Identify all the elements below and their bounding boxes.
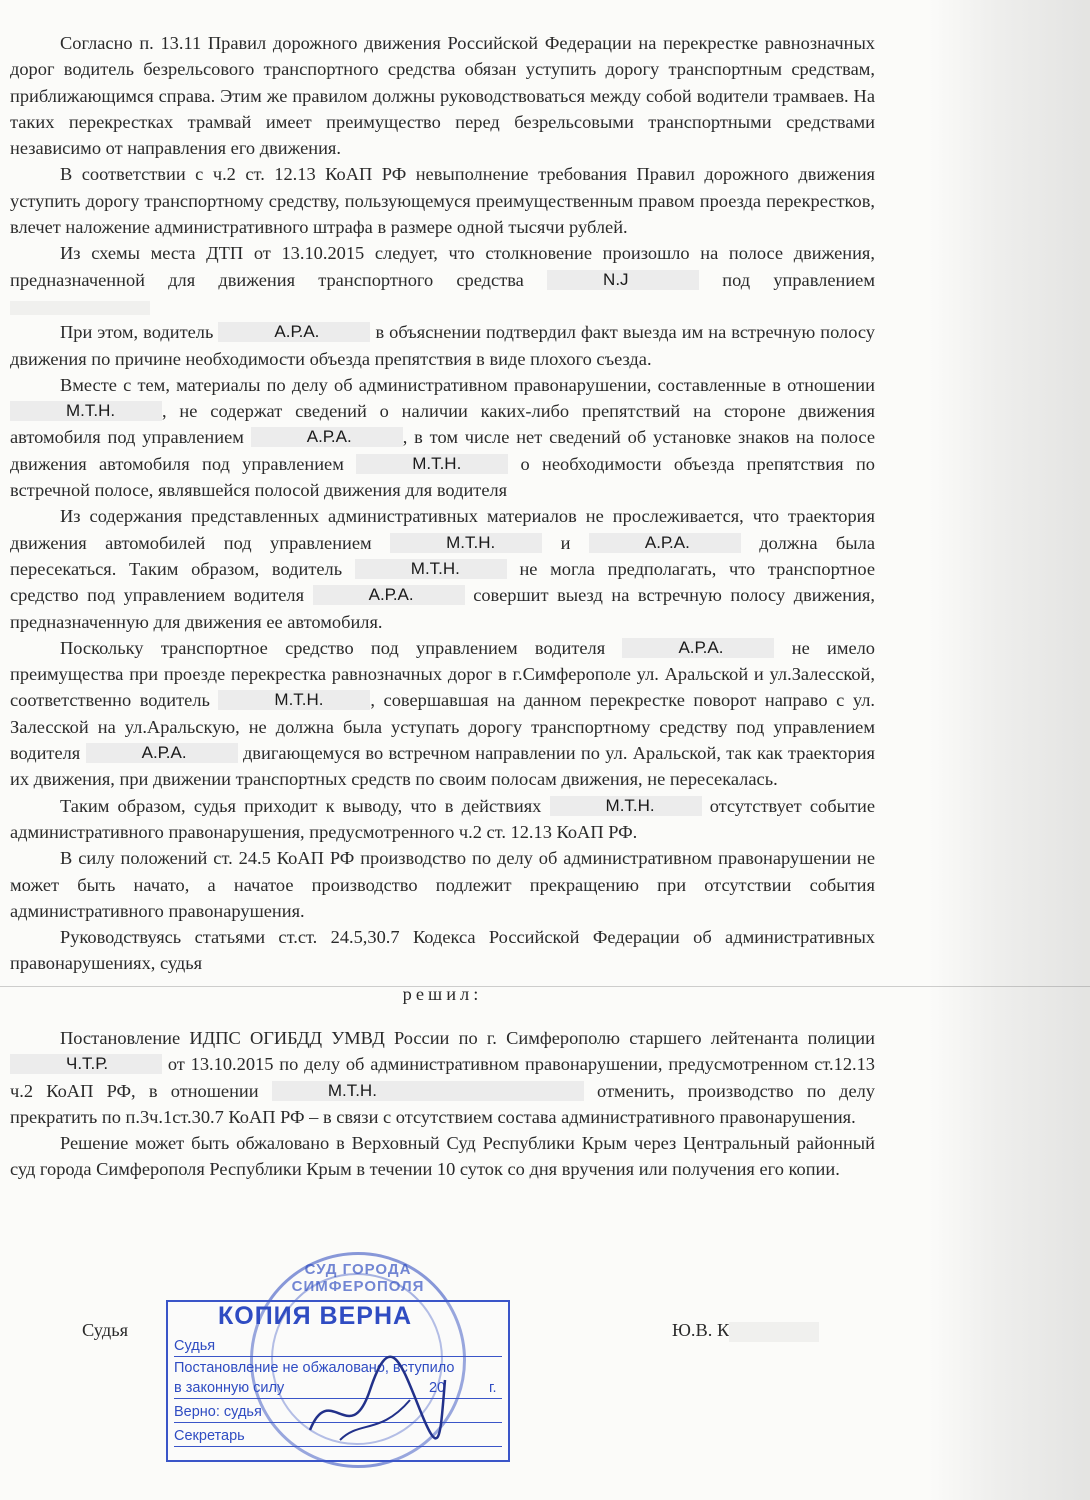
stamp-line-secretary: Секретарь — [174, 1426, 502, 1447]
document-body — [10, 30, 875, 1183]
signature-row — [0, 1320, 1090, 1350]
handwritten-signature — [300, 1340, 450, 1460]
stamp-line-verified: Верно: судья — [174, 1402, 502, 1423]
stamp-line-judge: Судья — [174, 1336, 502, 1357]
paragraph-5: Вместе с тем, материалы по делу об административном правонарушении, составленные в отношении М.Т.Н. , не содержат сведений о наличии каких-либо препятствий на стороне движения автомобиля под управлением А.Р.А. , в том числе нет сведений об установке знаков на полосе движения автомобиля под управлением М.Т.Н. о необходимости объезда препятствия по встречной полосе, являвшейся полосой движения для водителя — [10, 374, 875, 501]
redacted-name: М.Т.Н. — [272, 1081, 584, 1101]
paragraph-10: Руководствуясь статьями ст.ст. 24.5,30.7 Кодекса Российской Федерации об административных правонарушениях, судья — [10, 927, 875, 974]
redacted-name: N.J — [547, 270, 699, 290]
paragraph-2: В соответствии с ч.2 ст. 12.13 КоАП РФ невыполнение требования Правил дорожного движения уступить дорогу транспортному средству, пользующемуся преимущественным правом проезда перекрестков, влечет наложение административного штрафа в размере одной тысячи рублей. — [10, 164, 875, 238]
redacted-name: А.Р.А. — [589, 533, 741, 553]
redacted-name: М.Т.Н. — [355, 559, 507, 579]
redaction-blank — [10, 301, 150, 315]
paragraph-1: Согласно п. 13.11 Правил дорожного движения Российской Федерации на перекрестке равнозначных дорог водитель безрельсового транспортного средства обязан уступить дорогу транспортным средствам, приближающимся справа. Этим же правилом должны руководствоваться между собой водители трамваев. На таких перекрестках трамвай имеет преимущество перед безрельсовыми транспортными средствами независимо от направления его движения. — [10, 33, 875, 159]
judge-label: Судья — [82, 1320, 129, 1340]
redacted-name: А.Р.А. — [251, 427, 403, 447]
paragraph-11: Постановление ИДПС ОГИБДД УМВД России по г. Симферополю старшего лейтенанта полиции Ч.Т.Р. от 13.10.2015 по делу об административном правонарушении, предусмотренном ст.12.13 ч.2 КоАП РФ, в отношении М.Т.Н. отменить, производство по делу прекратить по п.3ч.1ст.30.7 КоАП РФ – в связи с отсутствием состава административного правонарушения. — [10, 1027, 875, 1127]
paragraph-9: В силу положений ст. 24.5 КоАП РФ производство по делу об административном правонарушении не может быть начато, а начатое производство подлежит прекращению при отсутствии события административного правонарушения. — [10, 848, 875, 921]
paragraph-4: При этом, водитель А.Р.А. в объяснении подтвердил факт выезда им на встречную полосу движения по причине необходимости объезда препятствия в виде плохого съезда. — [10, 322, 875, 369]
stamp-line-effective: в законную силу 20 г. — [174, 1378, 502, 1399]
redacted-name: М.Т.Н. — [356, 454, 508, 474]
redacted-name: М.Т.Н. — [218, 690, 370, 710]
redacted-name: М.Т.Н. — [10, 401, 162, 421]
redacted-name: А.Р.А. — [86, 743, 238, 763]
paragraph-12: Решение может быть обжаловано в Верховный Суд Республики Крым через Центральный районный суд города Симферополя Республики Крым в течении 10 суток со дня вручения или получения его копии. — [10, 1133, 875, 1180]
paragraph-7: Поскольку транспортное средство под управлением водителя А.Р.А. не имело преимущества при проезде перекрестка равнозначных дорог в г.Симферополе ул. Аральской и ул.Залесской, соответственно водитель М.Т.Н. , совершавшая на данном перекрестке поворот направо с ул. Залесской на ул.Аральскую, не должна была уступать дорогу транспортному средству под управлением водителя А.Р.А. двигающемуся во встречном направлении по ул. Аральской, так как траектория их движения, при движении транспортных средств по своим полосам движения, не пересекалась. — [10, 637, 876, 790]
decision-heading: решил: — [402, 983, 483, 1004]
page-shadow — [930, 0, 1090, 1500]
court-seal-text: СУД ГОРОДА СИМФЕРОПОЛЯ — [291, 1261, 425, 1295]
paragraph-6: Из содержания представленных административных материалов не прослеживается, что траектория движения автомобилей под управлением М.Т.Н. и А.Р.А. должна была пересекаться. Таким образом, водитель М.Т.Н. не могла предполагать, что транспортное средство под управлением водителя А.Р.А. совершит выезд на встречную полосу движения, предназначенную для движения ее автомобиля. — [10, 506, 875, 632]
judge-name: Ю.В. К — [672, 1320, 819, 1342]
redacted-name: А.Р.А. — [218, 322, 370, 342]
redacted-name: М.Т.Н. — [390, 533, 542, 553]
stamp-title: КОПИЯ ВЕРНА — [218, 1302, 413, 1330]
paragraph-8: Таким образом, судья приходит к выводу, что в действиях М.Т.Н. отсутствует событие административного правонарушения, предусмотренного ч.2 ст. 12.13 КоАП РФ. — [10, 795, 875, 842]
redacted-name: А.Р.А. — [622, 638, 774, 658]
redacted-name: М.Т.Н. — [550, 796, 702, 816]
paragraph-3: Из схемы места ДТП от 13.10.2015 следует, что столкновение произошло на полосе движения, предназначенной для движения транспортного средства N.J под управлением — [10, 240, 875, 319]
stamp-line-not-appealed: Постановление не обжаловано, вступило — [174, 1360, 455, 1376]
redaction-blank — [729, 1322, 819, 1342]
redacted-name: А.Р.А. — [313, 585, 465, 605]
redacted-name: Ч.Т.Р. — [10, 1054, 162, 1074]
